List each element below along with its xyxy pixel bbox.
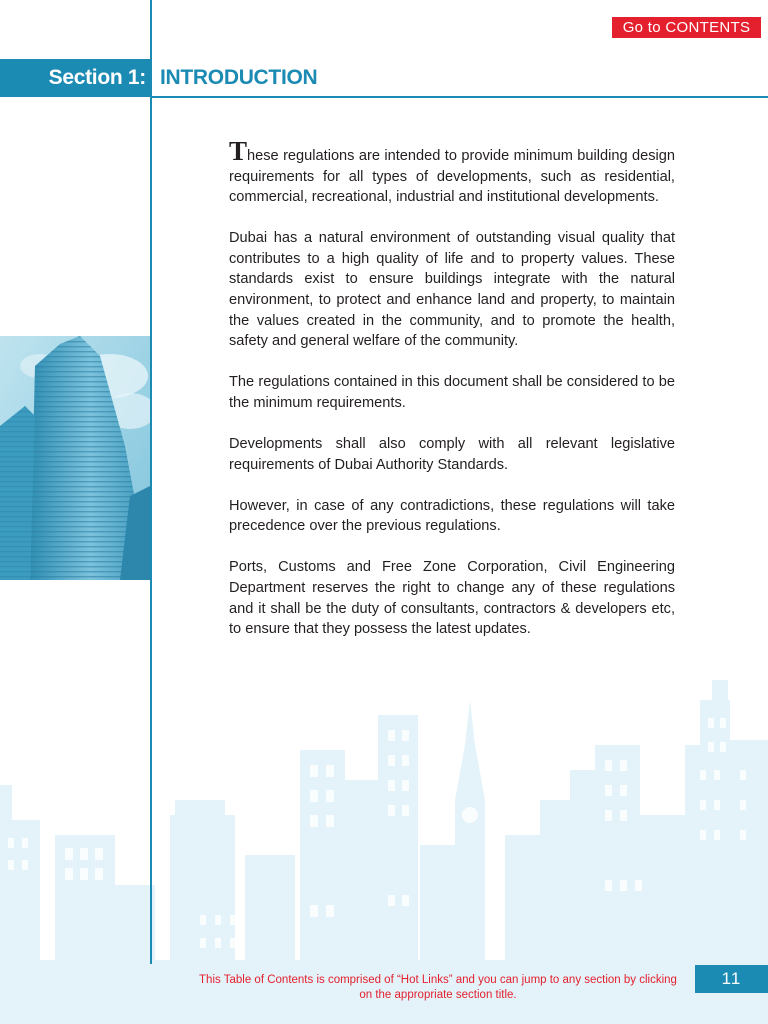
skyscraper-photo: [0, 336, 150, 580]
hot-links-note: This Table of Contents is comprised of “Hot Links” and you can jump to any section by clicking on the appropriate section title.: [199, 974, 677, 1001]
body-text: [229, 136, 675, 660]
vertical-divider: [150, 0, 152, 964]
paragraph-4: Developments shall also comply with all relevant legislative requirements of Dubai Authority Standards.: [229, 436, 675, 473]
paragraph-1: [229, 136, 675, 208]
page-number: 11: [695, 965, 768, 993]
paragraph-2: Dubai has a natural environment of outstanding visual quality that contributes to a high quality of life and to property values. These standards exist to ensure buildings integrate with the natural environment, to protect and enhance land and property, to maintain the values created in the community, and to promote the health, safety and general welfare of the community.: [229, 230, 675, 350]
paragraph-3: The regulations contained in this document shall be considered to be the minimum requirements.: [229, 374, 675, 411]
section-title: INTRODUCTION: [160, 66, 318, 89]
section-label: Section 1:: [48, 66, 146, 89]
go-to-contents-button[interactable]: Go to CONTENTS: [612, 17, 761, 38]
paragraph-1-text: hese regulations are intended to provide minimum building design requirements for all types of developments, such as residential, commercial, recreational, industrial and institutional developments.: [229, 148, 675, 206]
paragraph-5: However, in case of any contradictions, these regulations will take precedence over the previous regulations.: [229, 497, 675, 535]
paragraph-6: Ports, Customs and Free Zone Corporation, Civil Engineering Department reserves the right to change any of these regulations and it shall be the duty of consultants, contractors & developers etc, to ensure that they possess the latest updates.: [229, 559, 675, 638]
drop-cap: T: [229, 136, 248, 166]
